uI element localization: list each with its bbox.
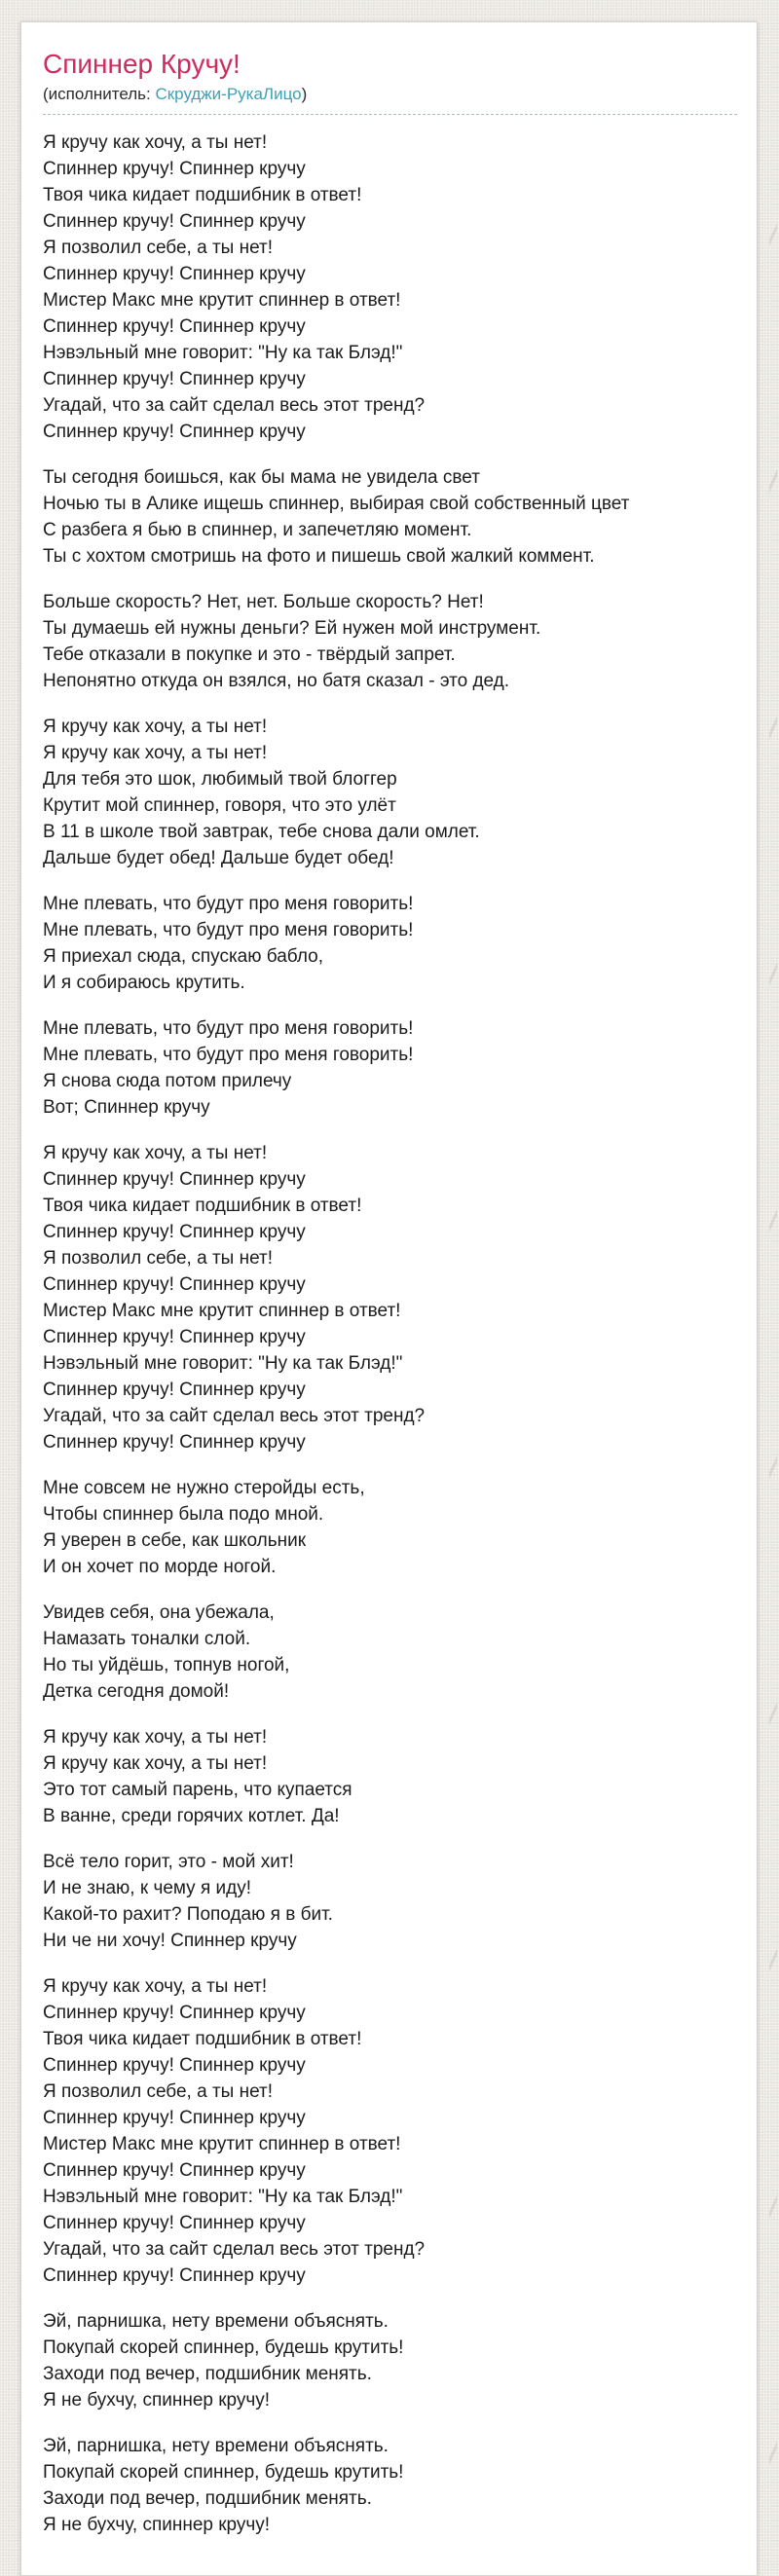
stanza: Больше скорость? Нет, нет. Больше скорость? Нет! Ты думаешь ей нужны деньги? Ей нужен мой инструмент. Тебе отказали в покупке и это - твёрдый запрет. Непонятно откуда он взялся, но батя сказал - это дед. <box>43 592 541 691</box>
stanza: Мне плевать, что будут про меня говорить! Мне плевать, что будут про меня говорить! Я приехал сюда, спускаю бабло, И я собираюсь крутить. <box>43 894 414 993</box>
stanza: Мне совсем не нужно стеройды есть, Чтобы спиннер была подо мной. Я уверен в себе, как школьник И он хочет по морде ногой. <box>43 1478 365 1577</box>
stanza: Я кручу как хочу, а ты нет! Спиннер кручу! Спиннер кручу Твоя чика кидает подшибник в ответ! Спиннер кручу! Спиннер кручу Я позволил себе, а ты нет! Спиннер кручу! Спиннер кручу Мистер Макс мне крутит спиннер в ответ! Спиннер кручу! Спиннер кручу Нэвэльный мне говорит: "Ну ка так Блэд!" Спиннер кручу! Спиннер кручу Угадай, что за сайт сделал весь этот тренд? Спиннер кручу! Спиннер кручу <box>43 1976 426 2286</box>
stanza: Мне плевать, что будут про меня говорить! Мне плевать, что будут про меня говорить! Я снова сюда потом прилечу Вот; Спиннер кручу <box>43 1018 414 1118</box>
stanza: Я кручу как хочу, а ты нет! Я кручу как хочу, а ты нет! Для тебя это шок, любимый твой блоггер Крутит мой спиннер, говоря, что это улёт В 11 в школе твой завтрак, тебе снова дали омлет. Дальше будет обед! Дальше будет обед! <box>43 717 480 868</box>
stanza: Увидев себя, она убежала, Намазать тоналки слой. Но ты уйдёшь, топнув ногой, Детка сегодня домой! <box>43 1602 290 1702</box>
stanza: Эй, парнишка, нету времени объяснять. Покупай скорей спиннер, будешь крутить! Заходи под вечер, подшибник менять. Я не бухчу, спиннер кручу! <box>43 2311 404 2410</box>
artist-prefix-label: (исполнитель: <box>43 85 156 103</box>
artist-link[interactable]: Скруджи-РукаЛицо <box>155 85 302 103</box>
stanza: Я кручу как хочу, а ты нет! Спиннер кручу! Спиннер кручу Твоя чика кидает подшибник в ответ! Спиннер кручу! Спиннер кручу Я позволил себе, а ты нет! Спиннер кручу! Спиннер кручу Мистер Макс мне крутит спиннер в ответ! Спиннер кручу! Спиннер кручу Нэвэльный мне говорит: "Ну ка так Блэд!" Спиннер кручу! Спиннер кручу Угадай, что за сайт сделал весь этот тренд? Спиннер кручу! Спиннер кручу <box>43 1143 426 1453</box>
lyrics <box>43 129 737 2538</box>
lyrics-card <box>20 21 758 2576</box>
stanza: Всё тело горит, это - мой хит! И не знаю, к чему я иду! Какой-то рахит? Поподаю я в бит. Ни че ни хочу! Спиннер кручу <box>43 1852 333 1951</box>
stanza: Эй, парнишка, нету времени объяснять. Покупай скорей спиннер, будешь крутить! Заходи под вечер, подшибник менять. Я не бухчу, спиннер кручу! <box>43 2436 404 2535</box>
stanza: Я кручу как хочу, а ты нет! Я кручу как хочу, а ты нет! Это тот самый парень, что купается В ванне, среди горячих котлет. Да! <box>43 1727 352 1826</box>
stanza: Ты сегодня боишься, как бы мама не увидела свет Ночью ты в Алике ищешь спиннер, выбирая свой собственный цвет С разбега я бью в спиннер, и запечетляю момент. Ты с хохтом смотришь на фото и пишешь свой жалкий коммент. <box>43 467 630 567</box>
stanza: Я кручу как хочу, а ты нет! Спиннер кручу! Спиннер кручу Твоя чика кидает подшибник в ответ! Спиннер кручу! Спиннер кручу Я позволил себе, а ты нет! Спиннер кручу! Спиннер кручу Мистер Макс мне крутит спиннер в ответ! Спиннер кручу! Спиннер кручу Нэвэльный мне говорит: "Ну ка так Блэд!" Спиннер кручу! Спиннер кручу Угадай, что за сайт сделал весь этот тренд? Спиннер кручу! Спиннер кручу <box>43 132 426 442</box>
artist-suffix-label: ) <box>301 85 308 103</box>
song-title: Спиннер Кручу! <box>43 49 241 79</box>
artist-line <box>43 84 737 115</box>
background-edge-marks <box>769 0 777 2557</box>
